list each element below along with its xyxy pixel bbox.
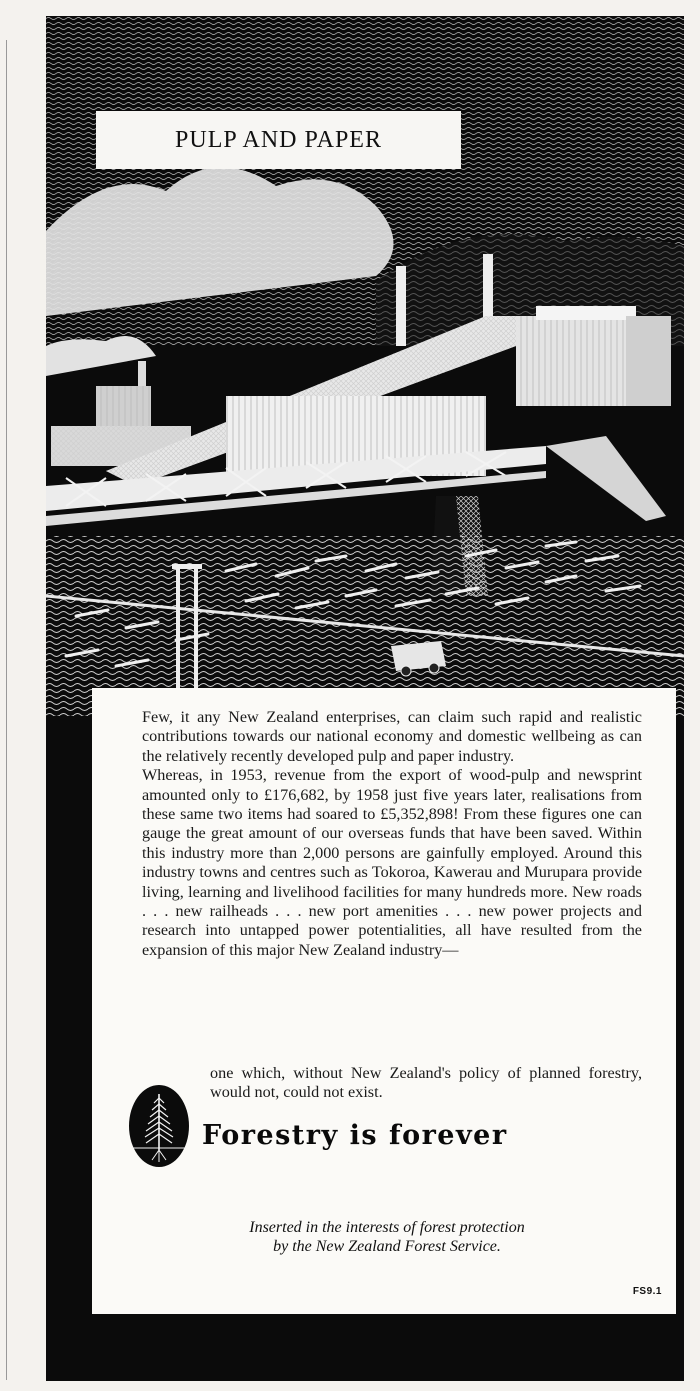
body-paragraph-1: Few, it any New Zealand enterprises, can claim such rapid and realistic contributions towards our national economy and domestic wellbeing as can the relatively recently developed pulp and paper industry. bbox=[142, 708, 642, 765]
slogan: Forestry is forever bbox=[202, 1120, 508, 1151]
ad-title: PULP AND PAPER bbox=[175, 126, 382, 153]
ad-code: FS9.1 bbox=[632, 1286, 662, 1297]
body-paragraph-2: Whereas, in 1953, revenue from the export of wood-pulp and newsprint amounted only to £176,682, by 1958 just five years later, realisations from these same two items had soared to £5,352,898! From these figures one can gauge the great amount of our overseas funds that have been saved. Within this industry more than 2,000 persons are gainfully employed. Around this industry towns and centres such as Tokoroa, Kawerau and Murupara provide living, learning and livelihood facilities for many hundreds more. New roads . . . new railheads . . . new port amenities . . . new power projects and research into untapped power potentialities, all have resulted from the expansion of this major New Zealand industry— bbox=[142, 766, 642, 959]
tree-emblem-icon bbox=[128, 1084, 190, 1168]
title-box bbox=[96, 111, 461, 169]
body-paragraph-3: one which, without New Zealand's policy of planned forestry, would not, could not exist. bbox=[210, 1064, 642, 1102]
credit-line-1: Inserted in the interests of forest protection bbox=[249, 1219, 525, 1236]
page-edge-rule bbox=[6, 40, 7, 1380]
credit-line-2: by the New Zealand Forest Service. bbox=[273, 1238, 501, 1255]
text-panel bbox=[92, 688, 676, 1314]
advertisement bbox=[46, 16, 684, 1381]
body-text bbox=[142, 708, 642, 960]
credit-note bbox=[152, 1218, 622, 1256]
